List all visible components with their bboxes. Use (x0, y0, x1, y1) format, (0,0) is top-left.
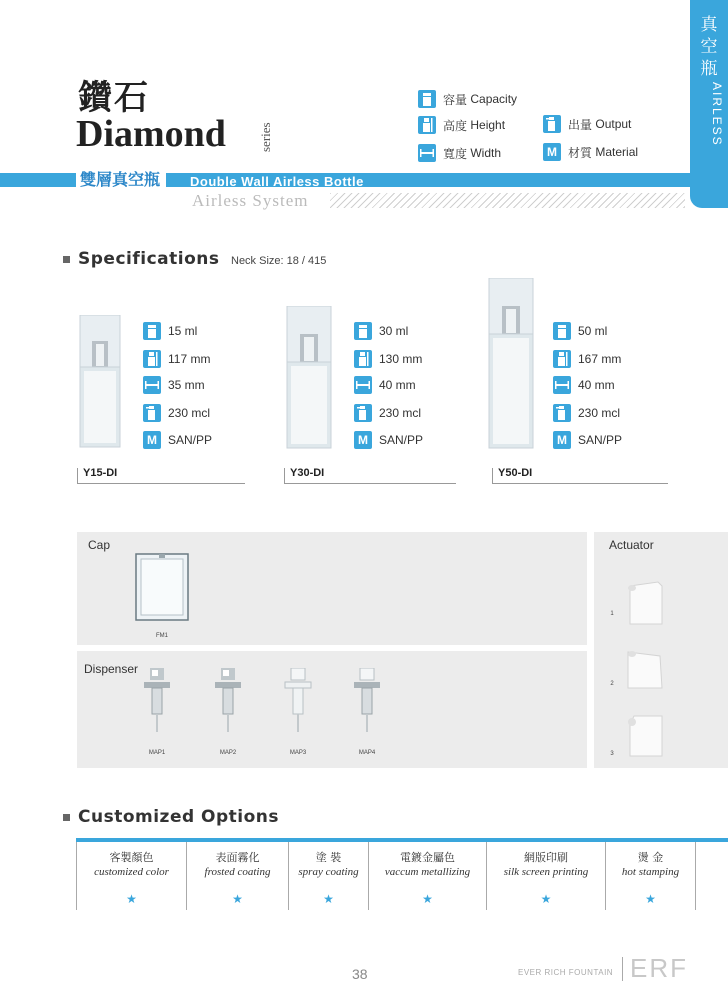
width-icon (418, 144, 436, 162)
cap-label: Cap (88, 538, 111, 552)
option-cell-empty (695, 842, 728, 910)
dispenser-code: MAP3 (289, 750, 307, 756)
actuator-number: 1 (610, 611, 614, 617)
spec-material (143, 431, 212, 449)
output-icon (143, 404, 161, 422)
spec-output-value: 230 mcl (168, 406, 211, 420)
brand-logo: ERF (630, 953, 688, 983)
height-icon (143, 350, 161, 368)
actuator-number: 3 (610, 751, 614, 757)
hatch-decoration (330, 193, 685, 208)
spec-width (553, 376, 615, 394)
spec-output (553, 404, 620, 422)
capacity-icon (354, 322, 372, 340)
legend-material-zh: 材質 (568, 145, 593, 160)
specifications-title: Specifications (78, 249, 220, 269)
bullet-square-icon (63, 256, 70, 263)
legend-width-zh: 寬度 (443, 146, 468, 161)
legend-material-en: Material (595, 145, 639, 159)
star-icon: ★ (126, 892, 137, 906)
option-cell[interactable] (605, 842, 695, 910)
height-icon (553, 350, 571, 368)
legend-output-en: Output (595, 117, 632, 131)
brand-name: EVER RICH FOUNTAIN (518, 968, 614, 977)
star-icon: ★ (422, 892, 433, 906)
height-icon (418, 116, 436, 134)
spec-capacity-value: 30 ml (379, 324, 409, 338)
spec-output-value: 230 mcl (578, 406, 621, 420)
dispenser-code: MAP1 (148, 750, 166, 756)
title-series: series (258, 122, 273, 152)
option-cell[interactable] (368, 842, 486, 910)
actuator-label: Actuator (609, 538, 654, 552)
star-icon: ★ (232, 892, 243, 906)
legend-material (543, 143, 638, 161)
title-english: Diamond (76, 113, 226, 155)
output-icon (543, 115, 561, 133)
spec-width-value: 40 mm (379, 378, 416, 392)
spec-height-value: 117 mm (168, 352, 211, 366)
legend-capacity-en: Capacity (470, 92, 518, 106)
dispenser-code: MAP4 (358, 750, 376, 756)
option-en: silk screen printing (503, 866, 589, 878)
option-zh: 網版印刷 (524, 851, 568, 864)
subtitle-chinese: 雙層真空瓶 (76, 170, 166, 190)
option-en: customized color (94, 866, 169, 878)
material-icon: M (553, 431, 571, 449)
option-en: spray coating (298, 866, 359, 878)
option-cell[interactable] (186, 842, 288, 910)
cap-image (135, 553, 189, 621)
airless-system-label: Airless System (192, 191, 309, 210)
width-icon (553, 376, 571, 394)
spec-output (143, 404, 210, 422)
bottle-y30-image (285, 306, 333, 452)
subtitle-english: Double Wall Airless Bottle (190, 174, 364, 189)
spec-width-value: 40 mm (578, 378, 615, 392)
section-side-tab[interactable] (690, 0, 728, 208)
legend-height-en: Height (470, 118, 506, 132)
actuator-3-image[interactable] (624, 712, 666, 758)
spec-capacity (354, 322, 408, 340)
spec-output (354, 404, 421, 422)
bottle-y15-image (78, 315, 122, 451)
page-number: 38 (352, 966, 368, 982)
option-zh: 電鍍金屬色 (400, 851, 455, 864)
option-cell[interactable] (486, 842, 605, 910)
spec-material-value: SAN/PP (578, 433, 623, 447)
spec-material-value: SAN/PP (379, 433, 424, 447)
star-icon: ★ (323, 892, 334, 906)
legend-width-en: Width (470, 146, 502, 160)
option-cell[interactable] (288, 842, 368, 910)
spec-height (354, 350, 422, 368)
specifications-heading (63, 249, 219, 269)
output-icon (553, 404, 571, 422)
option-zh: 塗 裝 (315, 851, 342, 864)
capacity-icon (143, 322, 161, 340)
actuator-1-image[interactable] (624, 580, 666, 626)
side-tab-chinese: 真空瓶 (700, 15, 718, 79)
option-cell[interactable] (76, 842, 186, 910)
bullet-square-icon (63, 814, 70, 821)
spec-height-value: 167 mm (578, 352, 622, 366)
width-icon (143, 376, 161, 394)
spec-height (553, 350, 621, 368)
legend-capacity (418, 90, 517, 108)
legend-width (418, 144, 501, 162)
actuator-number: 2 (610, 681, 614, 687)
brand-divider (622, 957, 623, 981)
legend-capacity-zh: 容量 (443, 92, 468, 107)
spec-height (143, 350, 210, 368)
cap-code: FM1 (156, 633, 168, 639)
legend-height-zh: 高度 (443, 118, 468, 133)
spec-height-value: 130 mm (379, 352, 423, 366)
capacity-icon (553, 322, 571, 340)
material-icon: M (143, 431, 161, 449)
spec-capacity (553, 322, 607, 340)
star-icon: ★ (645, 892, 656, 906)
legend-height (418, 116, 505, 134)
star-icon: ★ (540, 892, 552, 906)
spec-capacity-value: 50 ml (578, 324, 608, 338)
dispenser-map1-image[interactable] (142, 668, 172, 734)
width-icon (354, 376, 372, 394)
model-label: Y15-DI (83, 467, 118, 479)
spec-width (143, 376, 205, 394)
option-en: hot stamping (621, 866, 680, 878)
actuator-2-image[interactable] (624, 648, 666, 690)
option-zh: 客製顏色 (109, 851, 154, 864)
spec-material-value: SAN/PP (168, 433, 213, 447)
customized-title: Customized Options (78, 807, 280, 827)
dispenser-code: MAP2 (219, 750, 237, 756)
model-label: Y30-DI (290, 467, 325, 479)
spec-width-value: 35 mm (168, 378, 205, 392)
option-zh: 表面霧化 (215, 851, 260, 864)
option-en: vaccum metallizing (384, 866, 471, 878)
material-icon: M (354, 431, 372, 449)
option-en: frosted coating (204, 866, 271, 878)
dispenser-label: Dispenser (84, 662, 139, 676)
height-icon (354, 350, 372, 368)
capacity-icon (418, 90, 436, 108)
spec-capacity (143, 322, 197, 340)
bottle-y50-image (487, 278, 535, 452)
dispenser-map2-image[interactable] (213, 668, 243, 734)
customized-options-table (76, 838, 728, 910)
neck-size: Neck Size: 18 / 415 (231, 255, 327, 267)
material-icon: M (543, 143, 561, 161)
dispenser-map3-image[interactable] (283, 668, 313, 734)
spec-material (553, 431, 622, 449)
title-chinese: 鑽石 (78, 78, 150, 118)
spec-output-value: 230 mcl (379, 406, 422, 420)
model-label: Y50-DI (498, 467, 533, 479)
side-tab-english: AIRLESS (710, 82, 724, 147)
output-icon (354, 404, 372, 422)
customized-heading (63, 807, 279, 827)
spec-material (354, 431, 423, 449)
spec-width (354, 376, 416, 394)
legend-output (543, 115, 631, 133)
legend-output-zh: 出量 (568, 117, 593, 132)
option-zh: 燙 金 (637, 851, 664, 864)
spec-capacity-value: 15 ml (168, 324, 198, 338)
dispenser-map4-image[interactable] (352, 668, 382, 734)
